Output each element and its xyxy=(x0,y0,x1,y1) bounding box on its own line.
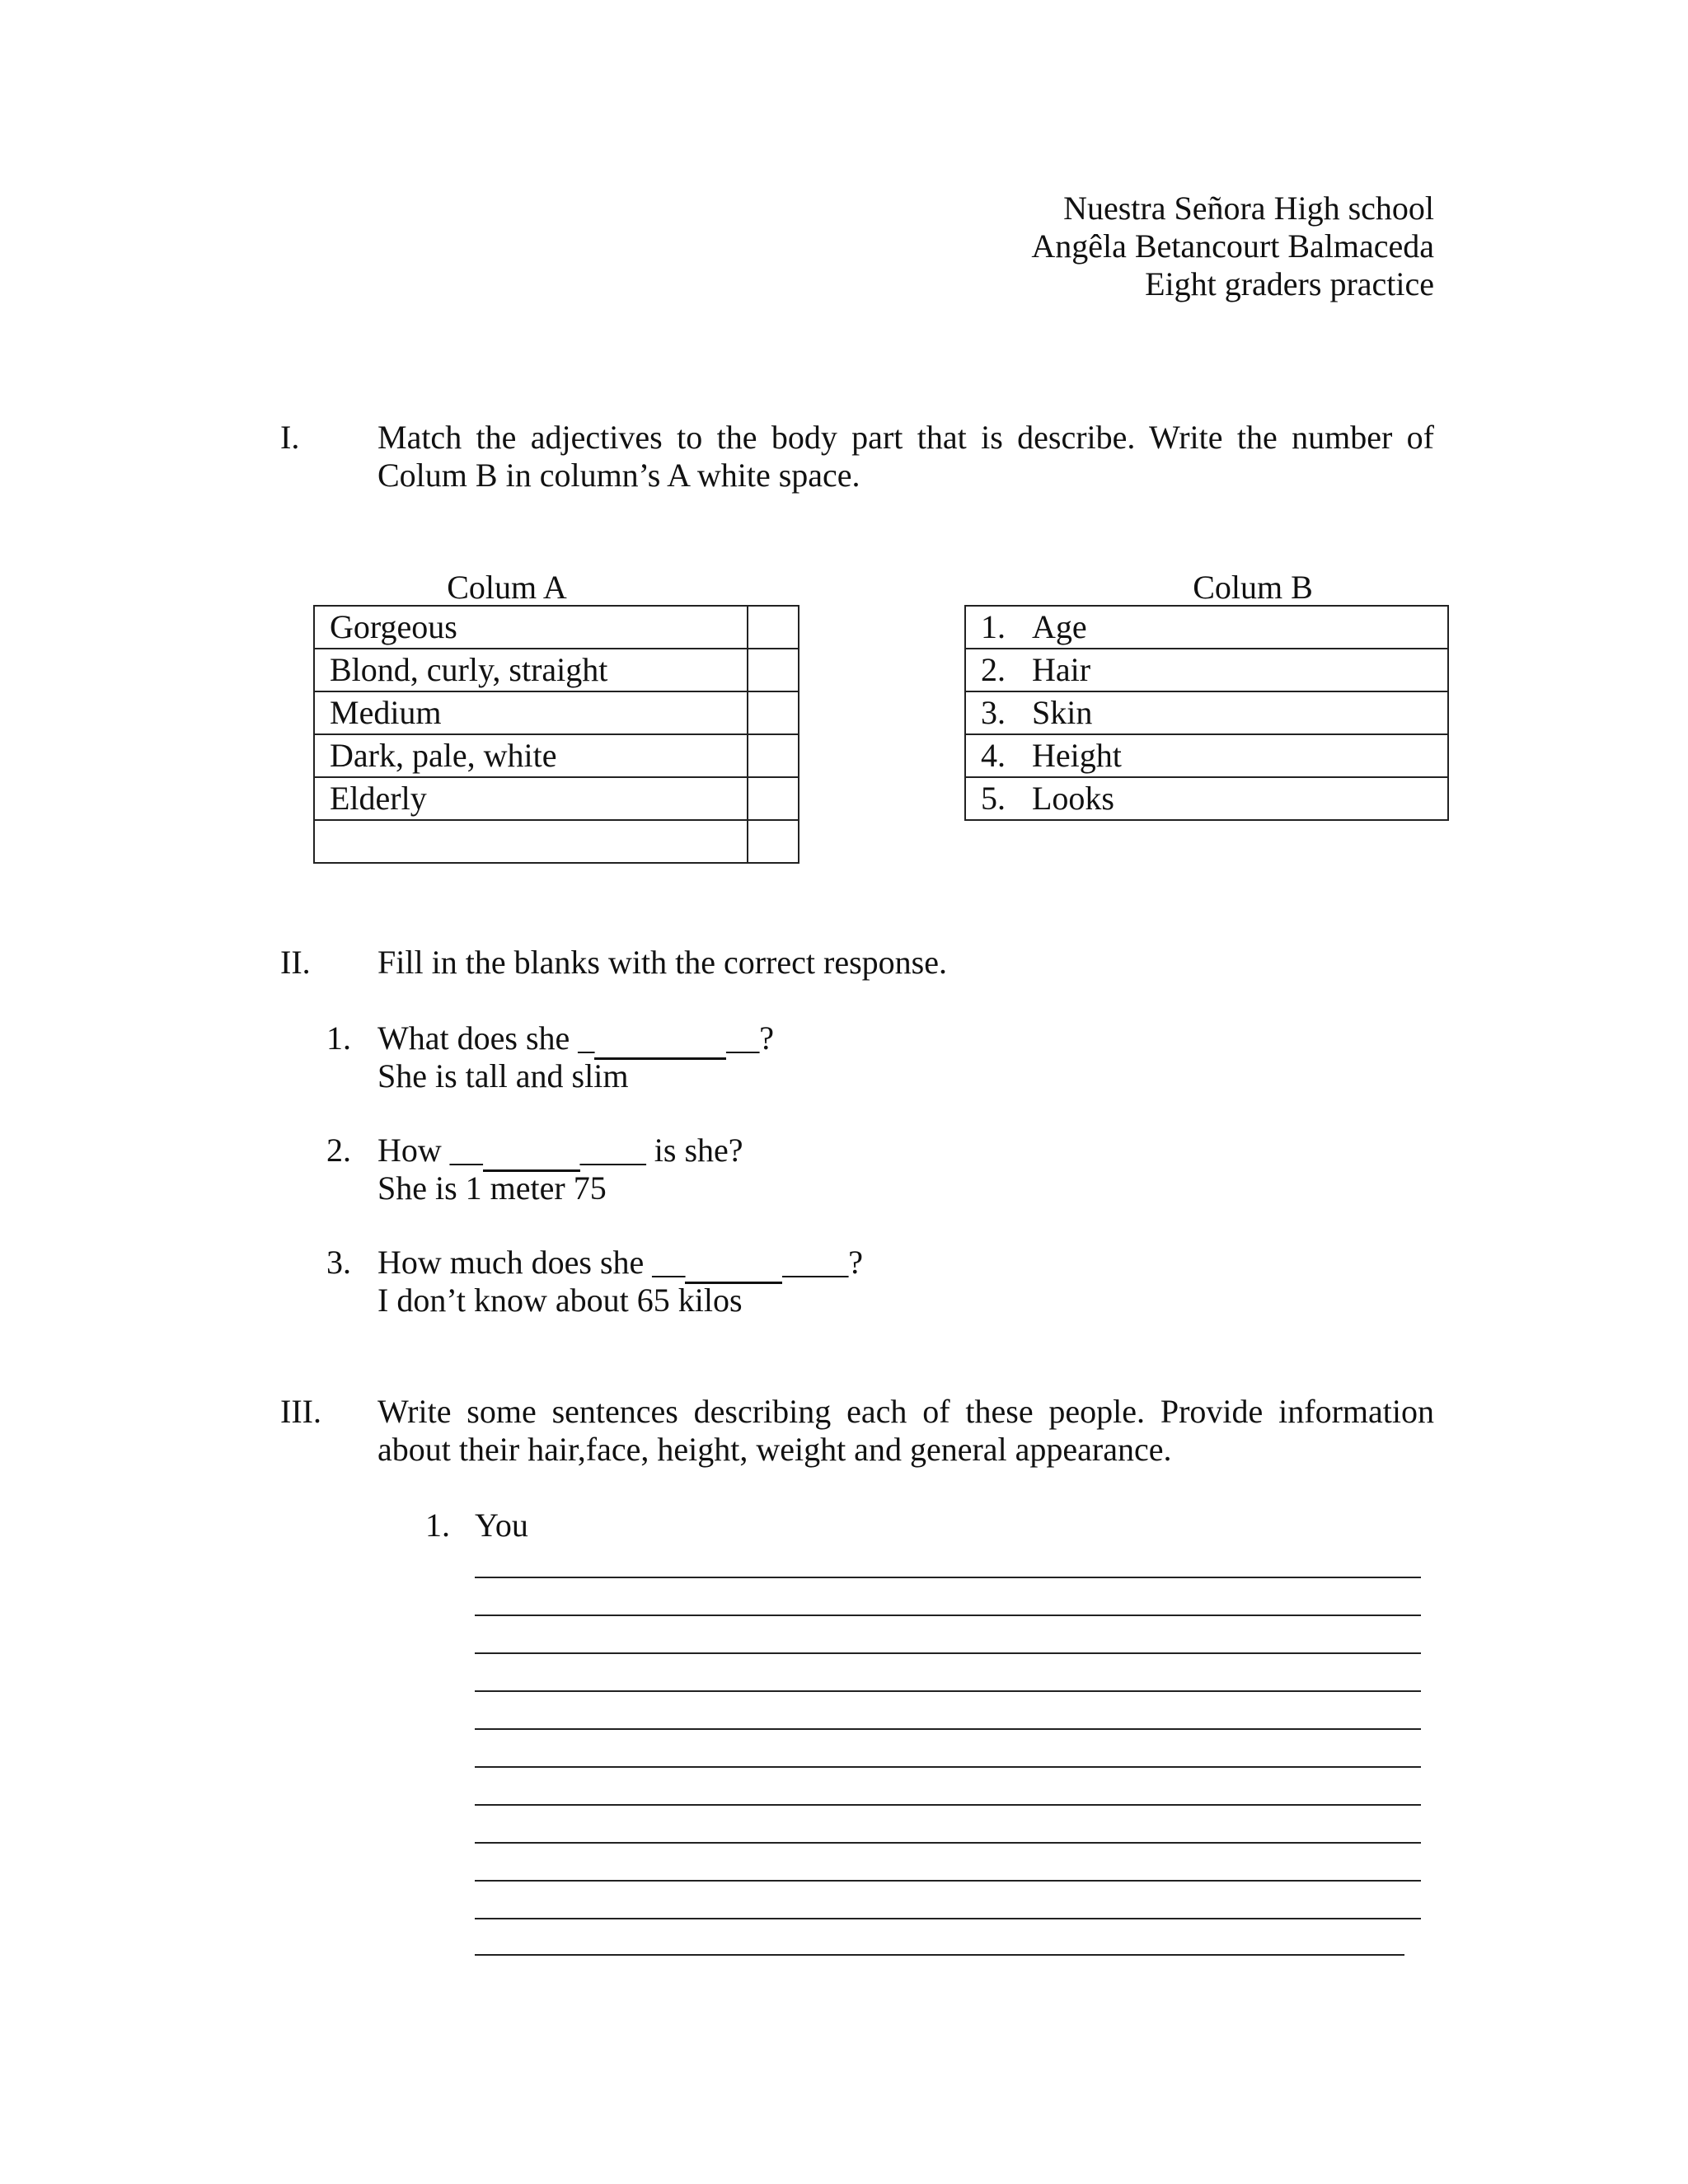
table-row xyxy=(965,777,1448,820)
question-number: 1. xyxy=(326,1019,351,1057)
column-b-label: Hair xyxy=(1032,651,1091,688)
answer-2: She is 1 meter 75 xyxy=(377,1169,607,1207)
writing-line[interactable] xyxy=(475,1842,1421,1844)
question-text-after: ____? xyxy=(782,1244,864,1281)
writing-line[interactable] xyxy=(475,1652,1421,1654)
table-row xyxy=(314,649,799,691)
writing-line[interactable] xyxy=(475,1615,1421,1616)
answer-blank[interactable] xyxy=(483,1132,580,1172)
answer-blank[interactable] xyxy=(685,1244,782,1284)
answer-blank[interactable] xyxy=(594,1019,726,1060)
question-text-after: ____ is she? xyxy=(579,1132,743,1169)
column-b-number: 5. xyxy=(981,780,1006,817)
table-row xyxy=(965,734,1448,777)
column-a-table xyxy=(313,605,799,864)
question-text-after: __? xyxy=(726,1019,775,1057)
column-a-cell: Blond, curly, straight xyxy=(314,649,748,691)
column-b-cell xyxy=(965,734,1448,777)
question-3 xyxy=(326,1244,863,1284)
question-2 xyxy=(326,1132,743,1172)
section-2-numeral: II. xyxy=(280,944,311,981)
column-a-cell: Elderly xyxy=(314,777,748,820)
column-a-cell: Dark, pale, white xyxy=(314,734,748,777)
column-b-label: Age xyxy=(1032,608,1087,645)
table-row xyxy=(314,691,799,734)
answer-box[interactable] xyxy=(748,777,799,820)
column-b-label: Skin xyxy=(1032,694,1093,731)
section-1-instruction: Match the adjectives to the body part that is describe. Write the number of Colum B in column’s A white space. xyxy=(377,419,1434,494)
writing-line[interactable] xyxy=(475,1880,1421,1882)
answer-3: I don’t know about 65 kilos xyxy=(377,1282,743,1319)
column-b-label: Height xyxy=(1032,737,1122,774)
column-b-title: Colum B xyxy=(1193,569,1313,606)
answer-box[interactable] xyxy=(748,820,799,863)
table-row xyxy=(965,606,1448,649)
question-number: 2. xyxy=(326,1132,351,1169)
table-row xyxy=(965,649,1448,691)
question-1 xyxy=(326,1019,774,1060)
answer-box[interactable] xyxy=(748,734,799,777)
section-3-instruction: Write some sentences describing each of these people. Provide information about their hair,face, height, weight and general appearance. xyxy=(377,1393,1434,1468)
answer-box[interactable] xyxy=(748,606,799,649)
teacher-name: Angêla Betancourt Balmaceda xyxy=(1031,227,1434,265)
column-b-cell xyxy=(965,777,1448,820)
column-b-number: 4. xyxy=(981,737,1006,774)
column-a-title: Colum A xyxy=(447,569,567,606)
table-row xyxy=(314,606,799,649)
column-a-cell: Medium xyxy=(314,691,748,734)
item-number: 1. xyxy=(425,1507,450,1544)
question-number: 3. xyxy=(326,1244,351,1281)
writing-line[interactable] xyxy=(475,1918,1421,1919)
section-2-instruction: Fill in the blanks with the correct response. xyxy=(377,944,947,981)
question-text-before: What does she _ xyxy=(377,1019,595,1057)
column-a-cell: Gorgeous xyxy=(314,606,748,649)
table-row xyxy=(965,691,1448,734)
table-row xyxy=(314,777,799,820)
question-text-before: How much does she __ xyxy=(377,1244,686,1281)
answer-box[interactable] xyxy=(748,649,799,691)
item-label: You xyxy=(475,1507,528,1544)
table-row xyxy=(314,734,799,777)
section-3-item xyxy=(425,1507,528,1544)
section-3-numeral: III. xyxy=(280,1393,321,1430)
writing-line[interactable] xyxy=(475,1766,1421,1768)
answer-1: She is tall and slim xyxy=(377,1057,629,1094)
section-1-numeral: I. xyxy=(280,419,300,456)
writing-line[interactable] xyxy=(475,1804,1421,1806)
column-b-label: Looks xyxy=(1032,780,1114,817)
question-text-before: How __ xyxy=(377,1132,483,1169)
writing-line[interactable] xyxy=(475,1690,1421,1692)
column-b-number: 3. xyxy=(981,694,1006,731)
column-b-number: 2. xyxy=(981,651,1006,688)
worksheet-subtitle: Eight graders practice xyxy=(1145,265,1434,302)
column-b-cell xyxy=(965,649,1448,691)
column-b-cell xyxy=(965,691,1448,734)
column-b-number: 1. xyxy=(981,608,1006,645)
writing-line[interactable] xyxy=(475,1577,1421,1578)
table-row xyxy=(314,820,799,863)
writing-line[interactable] xyxy=(475,1954,1404,1956)
answer-box[interactable] xyxy=(748,691,799,734)
document-header xyxy=(857,190,1434,303)
school-name: Nuestra Señora High school xyxy=(1063,190,1434,227)
column-a-cell xyxy=(314,820,748,863)
column-b-table xyxy=(964,605,1449,821)
column-b-cell xyxy=(965,606,1448,649)
writing-line[interactable] xyxy=(475,1728,1421,1730)
